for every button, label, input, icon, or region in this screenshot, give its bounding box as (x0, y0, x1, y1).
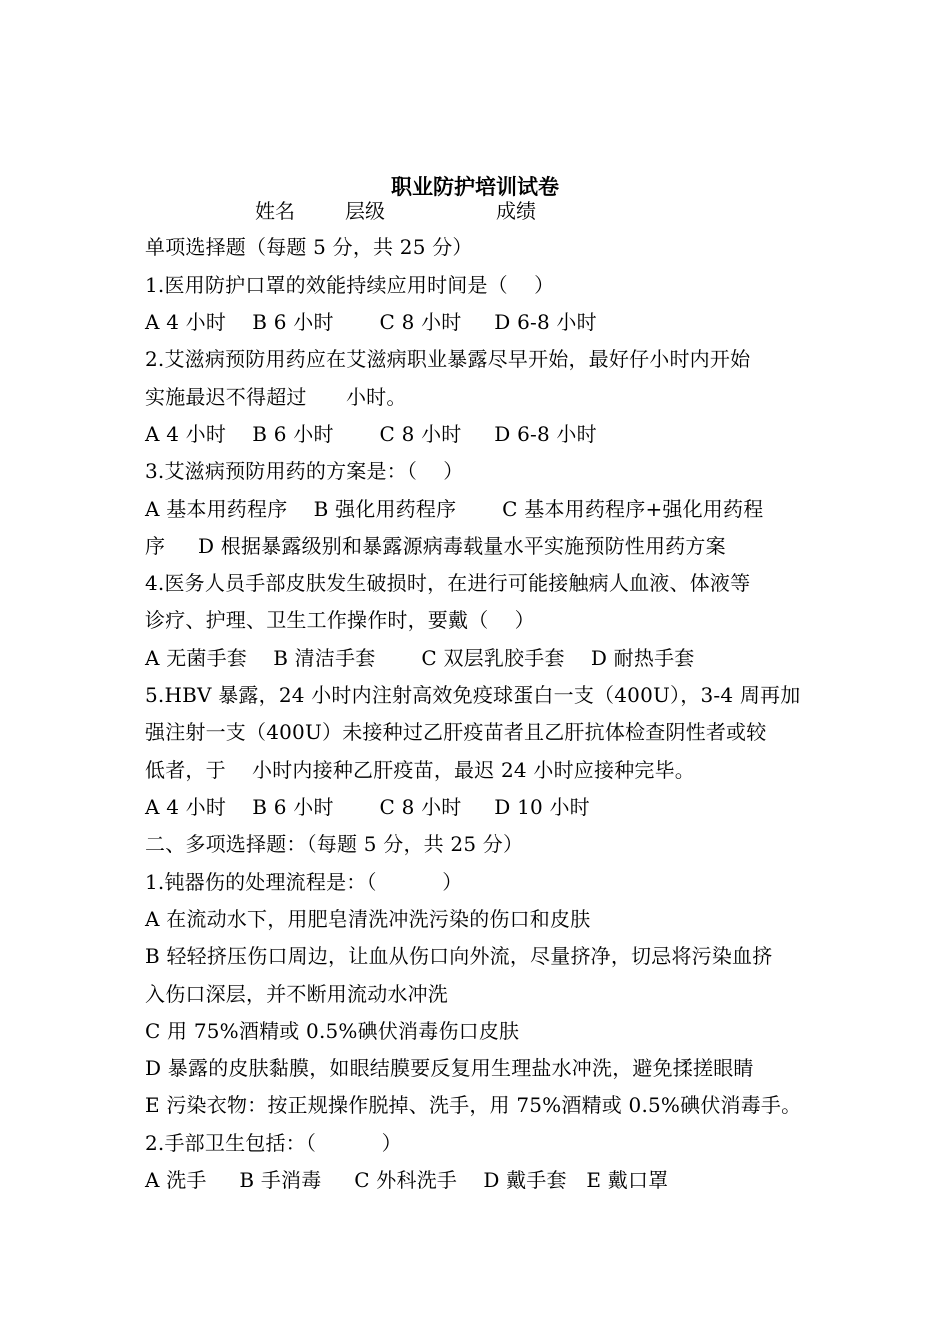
question-text: 实施最迟不得超过 小时。 (145, 385, 407, 409)
answer-options: 序 D 根据暴露级别和暴露源病毒载量水平实施预防性用药方案 (145, 534, 726, 558)
question-text: 诊疗、护理、卫生工作操作时，要戴（ ） (145, 608, 535, 632)
question-text: 3.艾滋病预防用药的方案是：（ ） (145, 459, 464, 483)
answer-options: E 污染衣物：按正规操作脱掉、洗手，用 75%酒精或 0.5%碘伏消毒手。 (145, 1093, 802, 1117)
score-label: 成绩 (496, 199, 536, 223)
question-text: 1.钝器伤的处理流程是：（ ） (145, 870, 463, 894)
section-heading: 单项选择题（每题 5 分，共 25 分） (145, 235, 473, 259)
answer-options: A 4 小时 B 6 小时 C 8 小时 D 10 小时 (145, 795, 590, 819)
question-text: 2.艾滋病预防用药应在艾滋病职业暴露尽早开始，最好仔小时内开始 (145, 347, 751, 371)
answer-options: D 暴露的皮肤黏膜，如眼结膜要反复用生理盐水冲洗，避免揉搓眼睛 (145, 1056, 754, 1080)
question-text: 5.HBV 暴露，24 小时内注射高效免疫球蛋白一支（400U），3-4 周再加 (145, 683, 801, 707)
section-heading: 二、多项选择题：（每题 5 分，共 25 分） (145, 832, 524, 856)
name-label: 姓名 (255, 199, 295, 223)
question-text: 1.医用防护口罩的效能持续应用时间是（ ） (145, 273, 555, 297)
question-text: 强注射一支（400U）未接种过乙肝疫苗者且乙肝抗体检查阴性者或较 (145, 720, 767, 744)
answer-options: B 轻轻挤压伤口周边，让血从伤口向外流，尽量挤净，切忌将污染血挤 (145, 944, 773, 968)
question-text: 低者，于 小时内接种乙肝疫苗，最迟 24 小时应接种完毕。 (145, 758, 695, 782)
question-text: 4.医务人员手部皮肤发生破损时，在进行可能接触病人血液、体液等 (145, 571, 751, 595)
answer-options: A 基本用药程序 B 强化用药程序 C 基本用药程序+强化用药程 (145, 497, 764, 521)
answer-options: A 在流动水下，用肥皂清洗冲洗污染的伤口和皮肤 (145, 907, 591, 931)
answer-options: A 洗手 B 手消毒 C 外科洗手 D 戴手套 E 戴口罩 (145, 1168, 669, 1192)
level-label: 层级 (345, 199, 385, 223)
answer-options: 入伤口深层，并不断用流动水冲洗 (145, 982, 448, 1006)
answer-options: A 4 小时 B 6 小时 C 8 小时 D 6-8 小时 (145, 310, 597, 334)
answer-options: C 用 75%酒精或 0.5%碘伏消毒伤口皮肤 (145, 1019, 520, 1043)
answer-options: A 无菌手套 B 清洁手套 C 双层乳胶手套 D 耐热手套 (145, 646, 695, 670)
answer-options: A 4 小时 B 6 小时 C 8 小时 D 6-8 小时 (145, 422, 597, 446)
page-title: 职业防护培训试卷 (391, 174, 559, 199)
question-text: 2.手部卫生包括：（ ） (145, 1131, 402, 1155)
